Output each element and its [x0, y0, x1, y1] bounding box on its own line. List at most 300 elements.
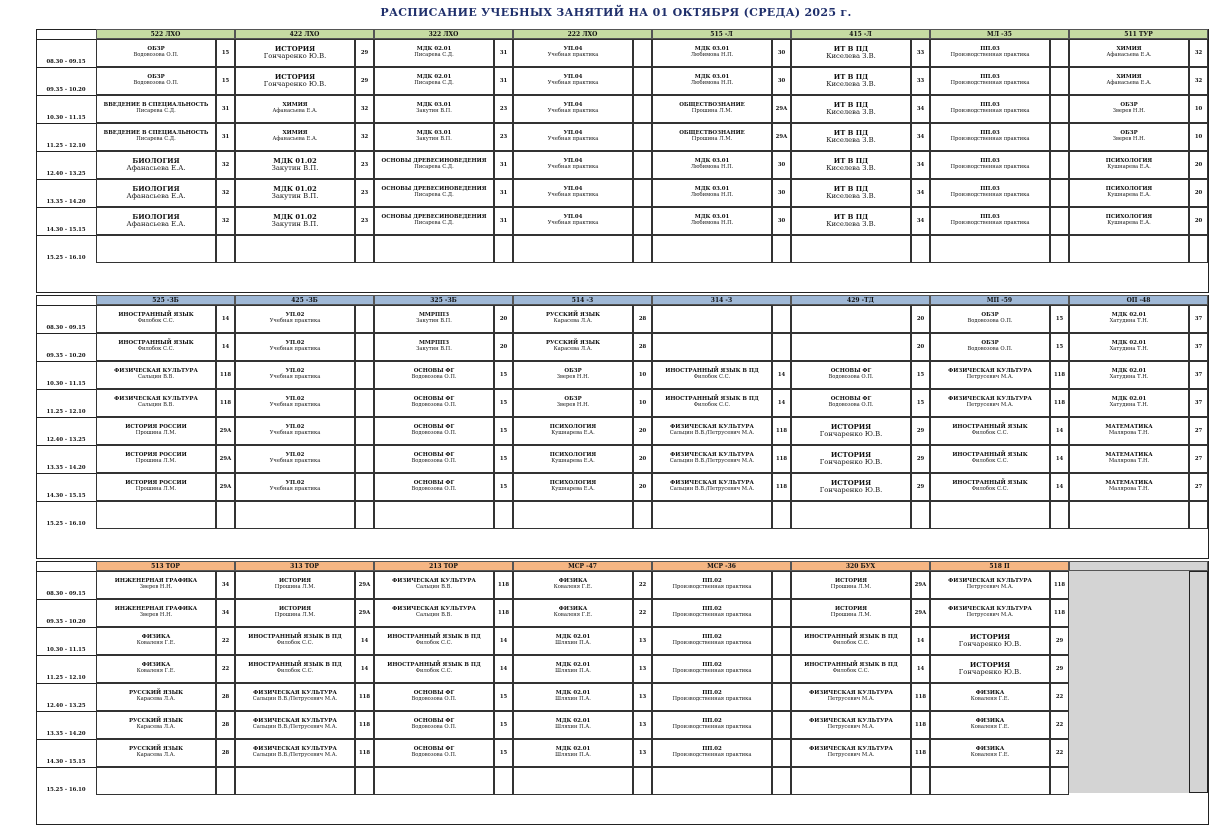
room-label: 34: [221, 610, 230, 616]
lesson-subject: ОБЩЕСТВОЗНАНИЕ: [679, 130, 745, 137]
room-label: 29: [360, 50, 369, 56]
lesson-subject: ПСИХОЛОГИЯ: [1105, 186, 1153, 193]
room-label: 118: [497, 582, 510, 588]
room-number: [355, 95, 374, 123]
lesson-teacher: Водовозова О.П.: [828, 402, 874, 409]
lesson-teacher: Афанасьева Е.А.: [126, 192, 186, 200]
lesson-subject: ИСТОРИЯ: [274, 72, 316, 81]
lesson-cell: [1069, 123, 1189, 151]
room-number: [355, 39, 374, 67]
lesson-cell: [791, 39, 911, 67]
lesson-cell: [235, 39, 355, 67]
lesson-teacher: Учебная практика: [269, 430, 321, 437]
lesson-teacher: Карасева Л.А.: [553, 318, 593, 325]
room-number: [494, 417, 513, 445]
room-label: 29А: [914, 610, 927, 616]
room-number: [216, 599, 235, 627]
room-label: 15: [499, 750, 508, 756]
lesson-teacher: Любимова Н.П.: [690, 220, 734, 227]
lesson-subject: ИНОСТРАННЫЙ ЯЗЫК В ПД: [804, 634, 898, 641]
lesson-cell: [374, 767, 494, 795]
lesson-subject: УП.02: [285, 480, 305, 487]
lesson-cell: [652, 599, 772, 627]
group-header: [96, 29, 235, 39]
group-name: 313 ТОР: [290, 562, 319, 570]
group-name: 522 ЛХО: [150, 30, 181, 38]
room-number: [911, 39, 930, 67]
lesson-cell: [513, 67, 633, 95]
room-number: [1189, 151, 1208, 179]
time-slot: [36, 207, 96, 235]
lesson-teacher: Кушнарева Е.А.: [551, 486, 595, 493]
lesson-subject: ОСНОВЫ ДРЕВЕСИНОВЕДЕНИЯ: [381, 186, 487, 193]
lesson-teacher: Прошина Л.М.: [274, 584, 316, 591]
lesson-teacher: Прошина Л.М.: [691, 108, 733, 115]
room-number: [216, 571, 235, 599]
lesson-cell: [96, 123, 216, 151]
room-number: [1189, 445, 1208, 473]
lesson-subject: ИНОСТРАННЫЙ ЯЗЫК: [952, 424, 1028, 431]
room-label: 14: [1055, 484, 1064, 490]
room-number: [494, 445, 513, 473]
lesson-teacher: Водовозова О.П.: [133, 80, 179, 87]
lesson-teacher: Афанасьева Е.А.: [126, 220, 186, 228]
group-header: [791, 29, 930, 39]
lesson-cell: [96, 571, 216, 599]
lesson-cell: [96, 445, 216, 473]
lesson-teacher: Водовозова О.П.: [411, 374, 457, 381]
lesson-subject: ПСИХОЛОГИЯ: [1105, 214, 1153, 221]
time-slot: [36, 333, 96, 361]
room-number: [1050, 571, 1069, 599]
room-label: 30: [777, 50, 786, 56]
lesson-cell: [513, 389, 633, 417]
room-label: 33: [916, 78, 925, 84]
lesson-teacher: Производственная практика: [950, 136, 1030, 143]
time-label: 10.30 - 11.15: [46, 381, 86, 387]
lesson-teacher: Сальцин В.В.: [415, 584, 452, 591]
lesson-teacher: Производственная практика: [672, 724, 752, 731]
group-header: [1069, 561, 1208, 571]
lesson-teacher: Петрусевич М.А.: [827, 752, 875, 759]
room-label: 118: [358, 694, 371, 700]
lesson-subject: ИТ В ПД: [833, 100, 869, 109]
lesson-subject: ОБЗР: [1120, 130, 1138, 137]
lesson-teacher: Кушнарева Е.А.: [551, 430, 595, 437]
room-label: 30: [777, 190, 786, 196]
room-number: [216, 501, 235, 529]
lesson-teacher: Закутин В.П.: [271, 220, 319, 228]
room-number: [911, 389, 930, 417]
lesson-cell: [513, 207, 633, 235]
lesson-subject: ФИЗИКА: [975, 746, 1005, 753]
room-label: 118: [219, 400, 232, 406]
lesson-cell: [930, 599, 1050, 627]
room-number: [355, 333, 374, 361]
lesson-cell: [791, 627, 911, 655]
lesson-teacher: Кушнарева Е.А.: [1107, 164, 1151, 171]
lesson-subject: ОБЗР: [981, 312, 999, 319]
room-number: [1050, 627, 1069, 655]
lesson-cell: [96, 67, 216, 95]
lesson-cell: [930, 711, 1050, 739]
lesson-subject: ПСИХОЛОГИЯ: [549, 480, 597, 487]
lesson-teacher: Хатудина Т.Н.: [1109, 402, 1149, 409]
lesson-cell: [930, 179, 1050, 207]
lesson-subject: ИТ В ПД: [833, 184, 869, 193]
room-label: 22: [638, 582, 647, 588]
room-label: 15: [499, 456, 508, 462]
lesson-cell: [652, 739, 772, 767]
lesson-teacher: Сальцин В.В.: [415, 612, 452, 619]
lesson-teacher: Производственная практика: [950, 108, 1030, 115]
lesson-cell: [930, 67, 1050, 95]
group-name: 511 ТУР: [1124, 30, 1153, 38]
time-slot: [36, 445, 96, 473]
lesson-subject: ФИЗИЧЕСКАЯ КУЛЬТУРА: [253, 690, 337, 697]
lesson-teacher: Производственная практика: [672, 612, 752, 619]
lesson-cell: [513, 501, 633, 529]
time-label: 13.35 - 14.20: [46, 465, 86, 471]
lesson-teacher: Водовозова О.П.: [411, 402, 457, 409]
room-number: [1189, 235, 1208, 263]
lesson-subject: ИТ В ПД: [833, 128, 869, 137]
group-name: 320 БУХ: [845, 562, 876, 570]
lesson-subject: ИТ В ПД: [833, 44, 869, 53]
time-slot: [36, 95, 96, 123]
lesson-subject: МДК 02.01: [1111, 396, 1147, 403]
lesson-cell: [513, 305, 633, 333]
lesson-cell: [235, 627, 355, 655]
lesson-teacher: Филобок С.С.: [415, 668, 453, 675]
time-slot: [36, 39, 96, 67]
lesson-subject: УП.02: [285, 368, 305, 375]
group-header: [374, 561, 513, 571]
lesson-subject: ИСТОРИЯ: [830, 478, 872, 487]
lesson-teacher: Карасева Л.А.: [553, 346, 593, 353]
lesson-cell: [235, 361, 355, 389]
lesson-teacher: Гончаренко Ю.В.: [263, 52, 327, 60]
lesson-cell: [235, 711, 355, 739]
lesson-subject: ИТ В ПД: [833, 72, 869, 81]
room-number: [355, 767, 374, 795]
lesson-cell: [235, 445, 355, 473]
group-name: 515 -Л: [710, 30, 733, 38]
room-label: 15: [499, 484, 508, 490]
lesson-teacher: Закутин В.П.: [271, 164, 319, 172]
lesson-teacher: Гончаренко Ю.В.: [958, 640, 1022, 648]
room-number: [494, 571, 513, 599]
room-number: [355, 67, 374, 95]
time-label: 15.25 - 16.10: [46, 521, 86, 527]
lesson-subject: УП.02: [285, 312, 305, 319]
room-number: [494, 123, 513, 151]
lesson-cell: [513, 767, 633, 795]
room-label: 14: [916, 638, 925, 644]
lesson-cell: [96, 207, 216, 235]
room-label: 22: [1055, 694, 1064, 700]
lesson-cell: [791, 67, 911, 95]
room-label: 118: [1053, 610, 1066, 616]
lesson-teacher: Любимова Н.П.: [690, 192, 734, 199]
group-header: [652, 29, 791, 39]
time-label: 14.30 - 15.15: [46, 759, 86, 765]
lesson-subject: МДК 01.02: [273, 212, 317, 221]
room-number: [1189, 501, 1208, 529]
lesson-cell: [930, 501, 1050, 529]
time-label: 13.35 - 14.20: [46, 731, 86, 737]
lesson-cell: [652, 389, 772, 417]
lesson-subject: ПП.02: [702, 634, 722, 641]
room-label: 28: [221, 722, 230, 728]
room-label: 29: [1055, 666, 1064, 672]
room-number: [216, 151, 235, 179]
room-number: [355, 151, 374, 179]
time-label: 10.30 - 11.15: [46, 647, 86, 653]
lesson-cell: [96, 683, 216, 711]
lesson-teacher: Учебная практика: [547, 192, 599, 199]
room-number: [216, 179, 235, 207]
room-number: [494, 683, 513, 711]
room-number: [355, 207, 374, 235]
lesson-teacher: Закутин В.П.: [416, 136, 452, 143]
room-number: [633, 473, 652, 501]
room-number: [1050, 305, 1069, 333]
lesson-subject: ФИЗИЧЕСКАЯ КУЛЬТУРА: [670, 480, 754, 487]
room-label: 37: [1194, 344, 1203, 350]
lesson-teacher: Сальцин В.В./Петрусевич М.А.: [669, 458, 755, 465]
lesson-cell: [652, 305, 772, 333]
lesson-teacher: Учебная практика: [547, 136, 599, 143]
lesson-teacher: Сальцин В.В./Петрусевич М.А.: [252, 696, 338, 703]
lesson-subject: ОБЗР: [1120, 102, 1138, 109]
lesson-subject: ХИМИЯ: [282, 102, 308, 109]
lesson-cell: [930, 123, 1050, 151]
room-number: [216, 39, 235, 67]
lesson-subject: ОБЗР: [564, 368, 582, 375]
lesson-teacher: Зверев Н.Н.: [139, 612, 173, 619]
lesson-subject: БИОЛОГИЯ: [132, 212, 180, 221]
group-name: МЛ -35: [987, 30, 1012, 38]
lesson-subject: ОСНОВЫ ФГ: [413, 690, 455, 697]
room-number: [772, 39, 791, 67]
lesson-teacher: Филобок С.С.: [137, 346, 175, 353]
room-label: 20: [1194, 162, 1203, 168]
time-slot: [36, 389, 96, 417]
time-label: 11.25 - 12.10: [46, 675, 86, 681]
lesson-subject: ФИЗИЧЕСКАЯ КУЛЬТУРА: [809, 746, 893, 753]
lesson-cell: [791, 711, 911, 739]
lesson-subject: ПП.03: [980, 158, 1000, 165]
room-label: 14: [221, 344, 230, 350]
lesson-subject: МДК 02.01: [555, 662, 591, 669]
lesson-teacher: Писарева С.Д.: [414, 80, 454, 87]
time-label: 09.35 - 10.20: [46, 87, 86, 93]
room-label: 23: [499, 106, 508, 112]
lesson-teacher: Зверев Н.Н.: [139, 584, 173, 591]
lesson-cell: [513, 599, 633, 627]
room-label: 118: [775, 484, 788, 490]
room-label: 118: [1053, 582, 1066, 588]
lesson-cell: [96, 95, 216, 123]
lesson-teacher: Киселева З.В.: [826, 220, 876, 228]
room-label: 37: [1194, 400, 1203, 406]
room-label: 15: [916, 400, 925, 406]
lesson-teacher: Закутин В.П.: [271, 192, 319, 200]
lesson-cell: [1069, 445, 1189, 473]
room-label: 23: [499, 134, 508, 140]
room-label: 31: [221, 134, 230, 140]
time-label: 11.25 - 12.10: [46, 143, 86, 149]
lesson-cell: [1069, 473, 1189, 501]
lesson-cell: [235, 739, 355, 767]
lesson-subject: МДК 03.01: [416, 102, 452, 109]
room-number: [1050, 473, 1069, 501]
lesson-teacher: Малярова Т.Н.: [1108, 458, 1150, 465]
lesson-teacher: Коваленя Г.Е.: [553, 584, 593, 591]
room-number: [1050, 655, 1069, 683]
room-number: [1189, 417, 1208, 445]
lesson-subject: ИНОСТРАННЫЙ ЯЗЫК: [952, 480, 1028, 487]
lesson-teacher: Хатудина Т.Н.: [1109, 318, 1149, 325]
lesson-teacher: Филобок С.С.: [971, 486, 1009, 493]
group-header: [235, 29, 374, 39]
lesson-cell: [791, 151, 911, 179]
room-number: [1189, 207, 1208, 235]
lesson-teacher: Сальцин В.В.: [137, 374, 174, 381]
lesson-teacher: Водовозова О.П.: [411, 458, 457, 465]
lesson-subject: ОСНОВЫ ФГ: [413, 746, 455, 753]
group-header: [791, 295, 930, 305]
lesson-subject: ФИЗИЧЕСКАЯ КУЛЬТУРА: [948, 606, 1032, 613]
lesson-teacher: Кушнарева Е.А.: [551, 458, 595, 465]
lesson-cell: [374, 305, 494, 333]
room-label: 14: [499, 666, 508, 672]
group-name: 314 -З: [710, 296, 733, 304]
lesson-subject: ОСНОВЫ ФГ: [413, 424, 455, 431]
room-label: 37: [1194, 316, 1203, 322]
time-label: 11.25 - 12.10: [46, 409, 86, 415]
lesson-cell: [96, 389, 216, 417]
room-number: [633, 767, 652, 795]
time-slot: [36, 235, 96, 263]
lesson-subject: ОСНОВЫ ФГ: [413, 718, 455, 725]
lesson-subject: ИСТОРИЯ: [969, 632, 1011, 641]
room-number: [1050, 123, 1069, 151]
lesson-teacher: Писарева С.Д.: [414, 164, 454, 171]
lesson-cell: [652, 627, 772, 655]
lesson-subject: ФИЗИЧЕСКАЯ КУЛЬТУРА: [948, 368, 1032, 375]
lesson-cell: [652, 571, 772, 599]
room-number: [633, 67, 652, 95]
room-label: 29А: [219, 484, 232, 490]
lesson-subject: ПП.03: [980, 102, 1000, 109]
room-number: [633, 179, 652, 207]
lesson-cell: [930, 739, 1050, 767]
room-number: [772, 767, 791, 795]
lesson-teacher: Производственная практика: [950, 192, 1030, 199]
room-number: [633, 627, 652, 655]
lesson-subject: ПСИХОЛОГИЯ: [549, 424, 597, 431]
lesson-teacher: Производственная практика: [672, 752, 752, 759]
lesson-cell: [374, 361, 494, 389]
lesson-subject: ПП.02: [702, 578, 722, 585]
lesson-subject: ИНЖЕНЕРНАЯ ГРАФИКА: [114, 606, 198, 613]
room-number: [772, 67, 791, 95]
room-label: 29: [916, 428, 925, 434]
room-label: 27: [1194, 484, 1203, 490]
lesson-subject: БИОЛОГИЯ: [132, 184, 180, 193]
room-number: [216, 333, 235, 361]
room-label: 34: [916, 134, 925, 140]
room-number: [772, 711, 791, 739]
group-name: 513 ТОР: [151, 562, 180, 570]
room-number: [494, 151, 513, 179]
lesson-teacher: Любимова Н.П.: [690, 52, 734, 59]
room-number: [633, 599, 652, 627]
room-label: 29А: [358, 610, 371, 616]
time-slot: [36, 571, 96, 599]
lesson-cell: [96, 361, 216, 389]
room-label: 14: [916, 666, 925, 672]
lesson-cell: [791, 501, 911, 529]
lesson-subject: ИНОСТРАННЫЙ ЯЗЫК В ПД: [387, 634, 481, 641]
lesson-subject: ХИМИЯ: [1116, 46, 1142, 53]
lesson-teacher: Сальцин В.В./Петрусевич М.А.: [669, 430, 755, 437]
lesson-teacher: Водовозова О.П.: [133, 52, 179, 59]
time-slot: [36, 151, 96, 179]
lesson-cell: [235, 655, 355, 683]
group-name: 322 ЛХО: [428, 30, 459, 38]
lesson-cell: [374, 67, 494, 95]
lesson-cell: [791, 305, 911, 333]
lesson-teacher: Водовозова О.П.: [411, 430, 457, 437]
lesson-subject: ВВЕДЕНИЕ В СПЕЦИАЛЬНОСТЬ: [103, 102, 209, 109]
lesson-subject: ИСТОРИЯ: [830, 450, 872, 459]
room-label: 29А: [219, 428, 232, 434]
room-number: [355, 305, 374, 333]
room-number: [1189, 473, 1208, 501]
lesson-subject: ОСНОВЫ ДРЕВЕСИНОВЕДЕНИЯ: [381, 214, 487, 221]
room-label: 14: [221, 316, 230, 322]
lesson-teacher: Прошина Л.М.: [830, 584, 872, 591]
room-label: 29: [916, 484, 925, 490]
room-number: [355, 571, 374, 599]
room-label: 118: [1053, 400, 1066, 406]
lesson-cell: [791, 683, 911, 711]
room-number: [494, 95, 513, 123]
lesson-teacher: Киселева З.В.: [826, 52, 876, 60]
lesson-cell: [513, 417, 633, 445]
lesson-teacher: Водовозова О.П.: [411, 752, 457, 759]
lesson-subject: МДК 02.01: [416, 74, 452, 81]
lesson-teacher: Водовозова О.П.: [967, 346, 1013, 353]
lesson-subject: ФИЗИКА: [558, 578, 588, 585]
lesson-subject: РУССКИЙ ЯЗЫК: [546, 340, 600, 347]
lesson-teacher: Водовозова О.П.: [411, 724, 457, 731]
room-label: 15: [499, 722, 508, 728]
room-label: 32: [360, 106, 369, 112]
lesson-cell: [652, 207, 772, 235]
room-label: 13: [638, 666, 647, 672]
lesson-cell: [652, 151, 772, 179]
lesson-teacher: Малярова Т.Н.: [1108, 430, 1150, 437]
lesson-subject: ИНЖЕНЕРНАЯ ГРАФИКА: [114, 578, 198, 585]
group-header: [652, 295, 791, 305]
lesson-teacher: Писарева С.Д.: [136, 136, 176, 143]
group-name: ОП -48: [1126, 296, 1151, 304]
lesson-cell: [652, 361, 772, 389]
